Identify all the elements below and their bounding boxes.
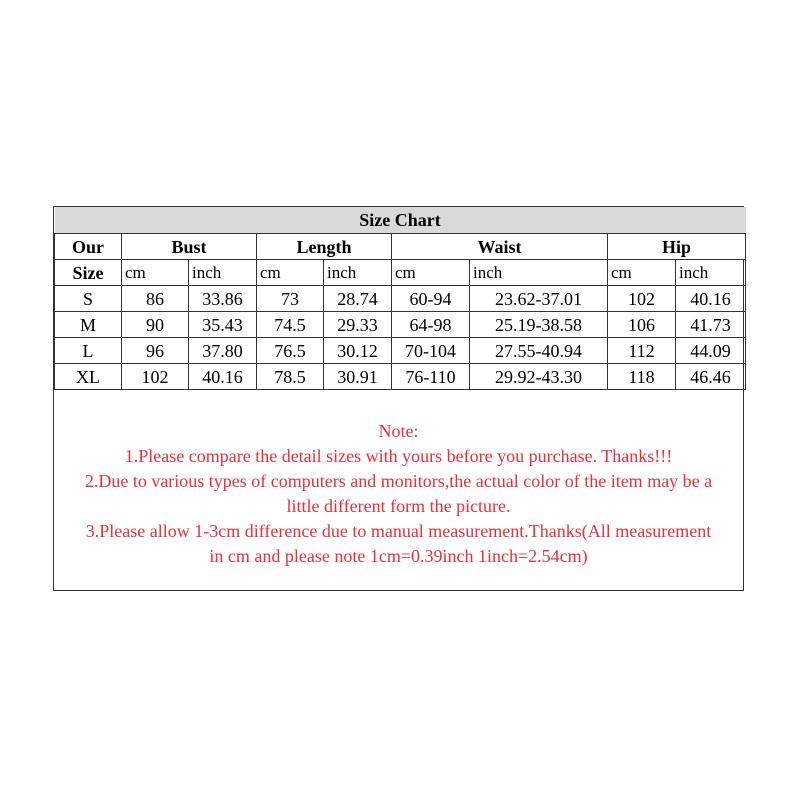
table-cell: 78.5 [257, 364, 324, 390]
table-cell: 90 [122, 312, 189, 338]
table-cell: 40.16 [676, 286, 746, 312]
table-row [55, 364, 746, 390]
table-cell: 96 [122, 338, 189, 364]
unit-bust-inch: inch [189, 260, 257, 286]
table-cell: 29.33 [324, 312, 392, 338]
note-heading: Note: [378, 421, 419, 441]
size-chart-table [54, 207, 746, 390]
table-cell: 76.5 [257, 338, 324, 364]
table-row [55, 312, 746, 338]
title-row [55, 207, 746, 234]
table-cell: 118 [608, 364, 676, 390]
group-length: Length [257, 234, 392, 260]
unit-length-inch: inch [324, 260, 392, 286]
table-cell: 64-98 [392, 312, 470, 338]
table-row [55, 338, 746, 364]
table-cell: 30.91 [324, 364, 392, 390]
group-bust: Bust [122, 234, 257, 260]
table-cell: 102 [122, 364, 189, 390]
table-cell: 23.62-37.01 [470, 286, 608, 312]
size-label: M [55, 312, 122, 338]
size-label: L [55, 338, 122, 364]
table-cell: 41.73 [676, 312, 746, 338]
table-cell: 35.43 [189, 312, 257, 338]
table-cell: 29.92-43.30 [470, 364, 608, 390]
table-cell: 112 [608, 338, 676, 364]
table-cell: 86 [122, 286, 189, 312]
table-cell: 37.80 [189, 338, 257, 364]
size-label: S [55, 286, 122, 312]
table-cell: 30.12 [324, 338, 392, 364]
unit-length-cm: cm [257, 260, 324, 286]
our-size-label-top: Our [55, 234, 122, 260]
table-cell: 40.16 [189, 364, 257, 390]
group-header-row [55, 234, 746, 260]
table-cell: 60-94 [392, 286, 470, 312]
table-cell: 25.19-38.58 [470, 312, 608, 338]
group-waist: Waist [392, 234, 608, 260]
unit-header-row [55, 260, 746, 286]
group-hip: Hip [608, 234, 746, 260]
table-cell: 33.86 [189, 286, 257, 312]
table-cell: 46.46 [676, 364, 746, 390]
size-rows [55, 286, 746, 390]
unit-hip-cm: cm [608, 260, 676, 286]
table-cell: 106 [608, 312, 676, 338]
note-line-4: 3.Please allow 1-3cm difference due to manual measurement.Thanks(All measurement [85, 521, 712, 541]
unit-bust-cm: cm [122, 260, 189, 286]
size-label: XL [55, 364, 122, 390]
our-size-label-bottom: Size [55, 260, 122, 286]
table-row [55, 286, 746, 312]
table-cell: 27.55-40.94 [470, 338, 608, 364]
table-cell: 70-104 [392, 338, 470, 364]
note-line-3: little different form the picture. [286, 496, 511, 516]
table-cell: 102 [608, 286, 676, 312]
chart-title: Size Chart [55, 207, 746, 234]
note-line-5: in cm and please note 1cm=0.39inch 1inch=2.54cm) [209, 546, 588, 566]
size-chart-frame [53, 206, 744, 591]
unit-hip-inch: inch [676, 260, 746, 286]
table-cell: 73 [257, 286, 324, 312]
notes-block [54, 419, 743, 569]
note-line-2: 2.Due to various types of computers and monitors,the actual color of the item may be a [84, 471, 713, 491]
unit-waist-cm: cm [392, 260, 470, 286]
table-cell: 74.5 [257, 312, 324, 338]
table-cell: 76-110 [392, 364, 470, 390]
table-cell: 44.09 [676, 338, 746, 364]
note-line-1: 1.Please compare the detail sizes with yours before you purchase. Thanks!!! [124, 446, 673, 466]
table-cell: 28.74 [324, 286, 392, 312]
unit-waist-inch: inch [470, 260, 608, 286]
